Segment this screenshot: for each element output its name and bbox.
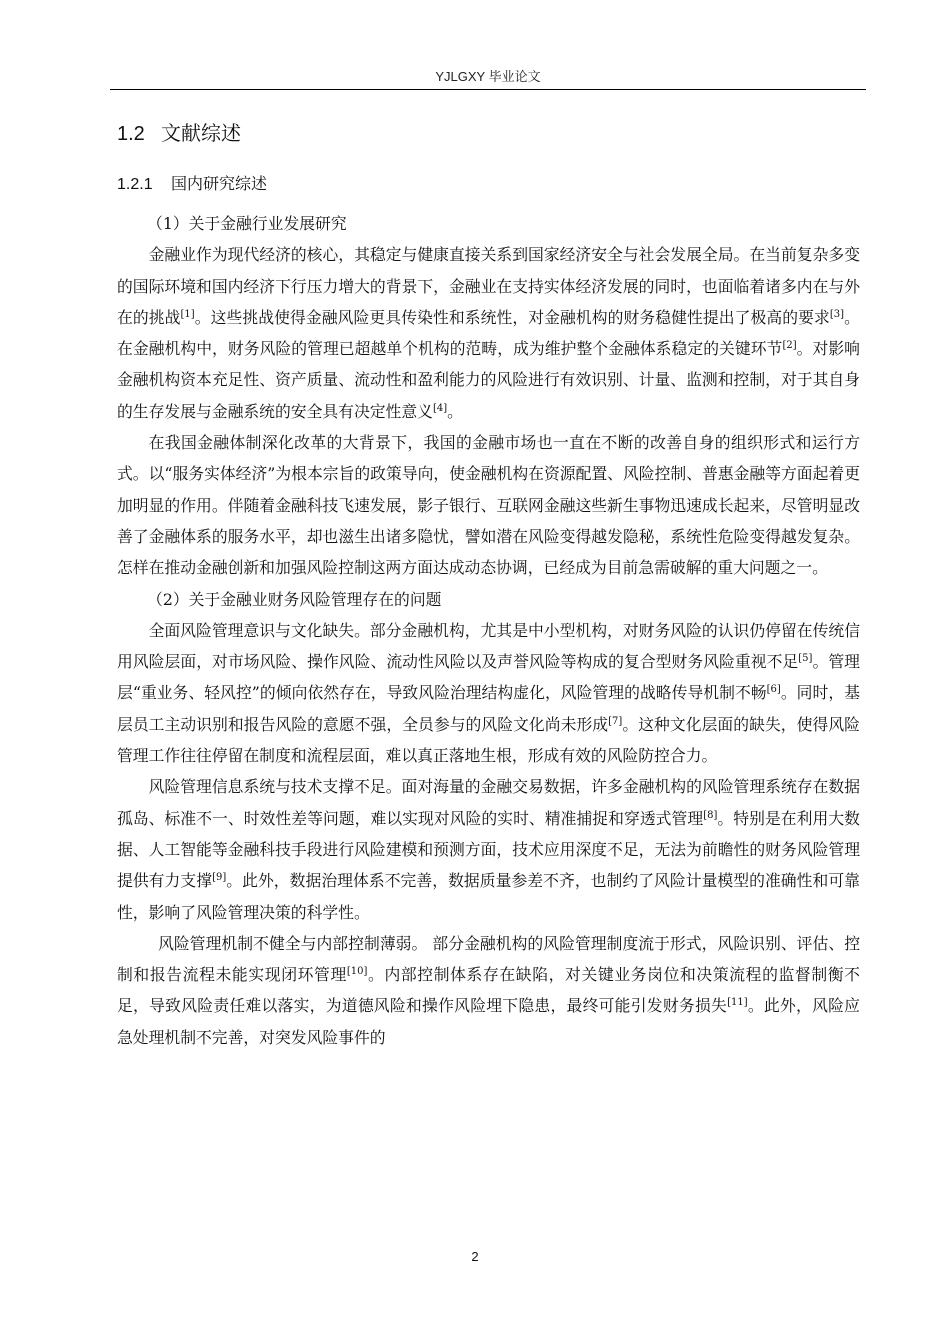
paragraph-4-text-b: 。特别是在利用大数据、人工智能等金融科技手段进行风险建模和预测方面，技术应用深度不足，无法为前瞻性的财务风险管理提供有力支撑 (117, 808, 860, 891)
paragraph-5-text-c: 。此外，风险应急处理机制不完善，对突发风险事件的 (117, 996, 860, 1047)
paragraph-1-text-d: 。对影响金融机构资本充足性、资产质量、流动性和盈利能力的风险进行有效识别、计量、监测和控制，对于其自身的生存发展与金融系统的安全具有决定性意义 (117, 339, 860, 421)
paragraph-4-text-c: 。此外，数据治理体系不完善，数据质量参差不齐，也制约了风险计量模型的准确性和可靠性，影响了风险管理决策的科学性。 (117, 871, 860, 922)
citation: [2] (782, 340, 797, 352)
citation: [7] (608, 715, 623, 727)
paragraph-1 (117, 239, 860, 427)
paragraph-1-text-b: 。这些挑战使得金融风险更具传染性和系统性，对金融机构的财务稳健性提出了极高的要求 (194, 307, 830, 327)
paragraph-4 (117, 771, 860, 927)
paragraph-5-text-b: 。内部控制体系存在缺陷，对关键业务岗位和决策流程的监督制衡不足，导致风险责任难以落实，为道德风险和操作风险埋下隐患，最终可能引发财务损失 (117, 965, 860, 1016)
subsection-number: 1.2.1 (117, 176, 153, 193)
page-number: 2 (471, 1249, 479, 1264)
paragraph-5 (117, 928, 860, 1053)
paragraph-3-text-d: 。这种文化层面的缺失，使得风险管理工作往往停留在制度和流程层面，难以真正落地生根，形成有效的风险防控合力。 (117, 714, 860, 766)
paragraph-3-text-c: 。同时，基层员工主动识别和报告风险的意愿不强，全员参与的风险文化尚未形成 (117, 683, 860, 734)
paragraph-1-text-e: 。 (447, 401, 463, 421)
citation: [5] (798, 653, 813, 665)
paragraph-4-text-a: 风险管理信息系统与技术支撑不足。面对海量的金融交易数据，许多金融机构的风险管理系统存在数据孤岛、标准不一、时效性差等问题，难以实现对风险的实时、精准捕捉和穿透式管理 (117, 777, 860, 828)
running-header: YJLGXY 毕业论文 (435, 69, 541, 84)
paragraph-3-text-b: 。管理层“重业务、轻风控”的倾向依然存在，导致风险治理结构虚化，风险管理的战略传导机制不畅 (117, 652, 860, 703)
citation: [6] (766, 684, 781, 696)
section-number: 1.2 (117, 123, 145, 145)
paragraph-3 (117, 615, 860, 771)
citation: [11] (727, 997, 748, 1009)
body-text (117, 208, 860, 1053)
section-title: 文献综述 (161, 123, 241, 145)
header-rule (110, 89, 866, 90)
subsection-title: 国内研究综述 (171, 176, 268, 193)
citation: [10] (346, 966, 368, 978)
paragraph-1-text-a: 金融业作为现代经济的核心，其稳定与健康直接关系到国家经济安全与社会发展全局。在当前复杂多变的国际环境和国内经济下行压力增大的背景下，金融业在支持实体经济发展的同时，也面临着诸多内在与外在的挑战 (117, 245, 860, 327)
citation: [3] (829, 308, 845, 320)
paragraph-1-text-c: 。在金融机构中，财务风险的管理已超越单个机构的范畴，成为维护整个金融体系稳定的关键环节 (117, 307, 860, 359)
citation: [8] (703, 809, 718, 821)
topic-heading-2: （2）关于金融业财务风险管理存在的问题 (147, 589, 442, 609)
citation: [9] (212, 872, 227, 884)
subsection-heading (117, 171, 267, 194)
topic-heading-1: （1）关于金融行业发展研究 (147, 214, 347, 233)
citation: [4] (432, 402, 448, 414)
section-heading (117, 117, 241, 146)
citation: [1] (180, 308, 195, 320)
paragraph-2: 在我国金融体制深化改革的大背景下，我国的金融市场也一直在不断的改善自身的组织形式和运行方式。以“服务实体经济”为根本宗旨的政策导向，使金融机构在资源配置、风险控制、普惠金融等方面起着更加明显的作用。伴随着金融科技飞速发展，影子银行、互联网金融这些新生事物迅速成长起来，尽管明显改善了金融体系的服务水平，却也滋生出诸多隐忧，譬如潜在风险变得越发隐秘，系统性危险变得越发复杂。怎样在推动金融创新和加强风险控制这两方面达成动态协调，已经成为目前急需破解的重大问题之一。 (117, 433, 860, 578)
paragraph-3-text-a: 全面风险管理意识与文化缺失。部分金融机构，尤其是中小型机构，对财务风险的认识仍停留在传统信用风险层面，对市场风险、操作风险、流动性风险以及声誉风险等构成的复合型财务风险重视不足 (117, 620, 860, 672)
paragraph-5-text-a: 风险管理机制不健全与内部控制薄弱。 部分金融机构的风险管理制度流于形式，风险识别、评估、控制和报告流程未能实现闭环管理 (117, 933, 860, 985)
